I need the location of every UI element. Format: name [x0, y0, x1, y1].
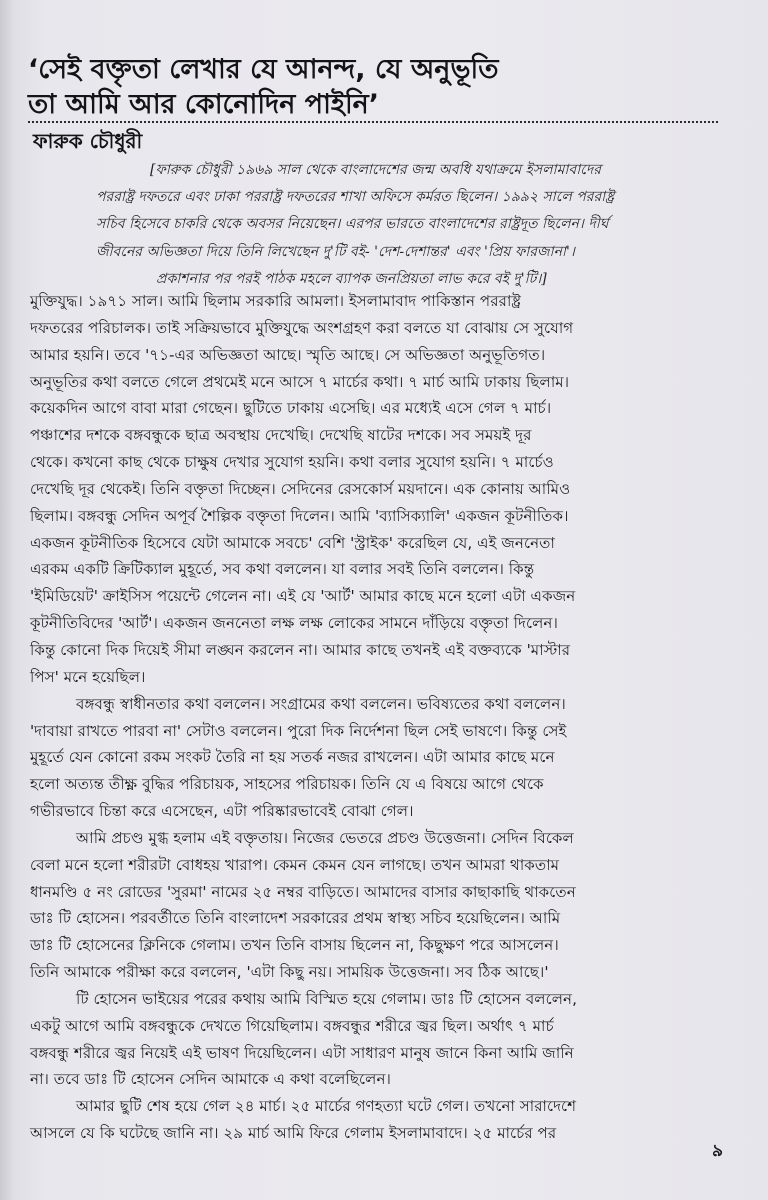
author-name: ফারুক চৌধুরী	[33, 129, 143, 153]
title-line: ‘সেই বক্তৃতা লেখার যে আনন্দ, যে অনুভূতি	[28, 54, 499, 85]
intro-line: পররাষ্ট্র দফতরে এবং ঢাকা পররাষ্ট্র দফতরের শাখা অফিসে কর্মরত ছিলেন। ১৯৯২ সালে পররাষ্ট্র	[96, 189, 615, 206]
body-line: বেলা মনে হলো শরীরটা বোধহয় খারাপ। কেমন কেমন যেন লাগছে। তখন আমরা থাকতাম	[30, 855, 560, 874]
page-number: ৯	[712, 1141, 724, 1161]
body-line: বঙ্গবন্ধু স্বাধীনতার কথা বললেন। সংগ্রামের কথা বললেন। ভবিষ্যতের কথা বললেন।	[76, 694, 566, 713]
body-line: আমার ছুটি শেষ হয়ে গেল ২৪ মার্চ। ২৫ মার্চের গণহত্যা ঘটে গেল। তখনো সারাদেশে	[76, 1097, 577, 1116]
body-line: ডাঃ টি হোসেন। পরবর্তীতে তিনি বাংলাদেশ সরকারের প্রথম স্বাস্থ্য সচিব হয়েছিলেন। আমি	[30, 909, 561, 928]
body-line: হলো অত্যন্ত তীক্ষ্ণ বুদ্ধির পরিচায়ক, সাহসের পরিচায়ক। তিনি যে এ বিষয়ে আগে থেকে	[30, 775, 544, 794]
page-gutter-shadow	[0, 0, 14, 1200]
body-line: 'ইমিডিয়েট' ক্রাইসিস পয়েন্টে গেলেন না। এই যে 'আর্ট' আমার কাছে মনে হলো এটা একজন	[30, 587, 576, 606]
body-line: দফতরের পরিচালক। তাই সক্রিয়ভাবে মুক্তিযুদ্ধে অংশগ্রহণ করা বলতে যা বোঝায় সে সুযোগ	[30, 318, 574, 337]
body-line: দেখেছি দূর থেকেই। তিনি বক্তৃতা দিচ্ছেন। সেদিনের রেসকোর্স ময়দানে। এক কোনায় আমিও	[30, 479, 571, 498]
body-line: কয়েকদিন আগে বাবা মারা গেছেন। ছুটিতে ঢাকায় এসেছি। এর মধ্যেই এসে গেল ৭ মার্চ।	[30, 399, 552, 418]
body-line: টি হোসেন ভাইয়ের পরের কথায় আমি বিস্মিত হয়ে গেলাম। ডাঃ টি হোসেন বললেন,	[76, 989, 577, 1008]
body-line: বঙ্গবন্ধু শরীরে জ্বর নিয়েই এই ভাষণ দিয়েছিলেন। এটা সাধারণ মানুষ জানে কিনা আমি জানি	[30, 1043, 574, 1062]
body-line: 'দাবায়া রাখতে পারবা না' সেটাও বললেন। পুরো দিক নির্দেশনা ছিল সেই ভাষণে। কিন্তু সেই	[30, 721, 567, 740]
body-line: একটু আগে আমি বঙ্গবন্ধুকে দেখতে গিয়েছিলাম। বঙ্গবন্ধুর শরীরে জ্বর ছিল। অর্থাৎ ৭ মার্চ	[30, 1016, 554, 1035]
title-divider	[28, 121, 718, 123]
body-line: এরকম একটি ক্রিটিক্যাল মুহূর্তে, সব কথা বললেন। যা বলার সবই তিনি বললেন। কিন্তু	[30, 560, 535, 579]
article-body	[30, 288, 730, 1147]
body-line: একজন কূটনীতিক হিসেবে যেটা আমাকে সবচে' বেশি 'স্ট্রাইক' করেছিল যে, এই জননেতা	[30, 533, 555, 552]
author-intro	[96, 157, 736, 293]
intro-line: [ফারুক চৌধুরী ১৯৬৯ সাল থেকে বাংলাদেশের জন্ম অবধি যথাক্রমে ইসলামাবাদের	[150, 162, 601, 178]
body-line: কিন্তু কোনো দিক দিয়েই সীমা লঙ্ঘন করলেন না। আমার কাছে তখনই এই বক্তব্যকে 'মাস্টার	[30, 640, 571, 659]
body-line: কূটনীতিবিদের 'আর্ট'। একজন জননেতা লক্ষ লক্ষ লোকের সামনে দাঁড়িয়ে বক্তৃতা দিলেন।	[30, 614, 558, 633]
body-line: গভীরভাবে চিন্তা করে এসেছেন, এটা পরিষ্কারভাবেই বোঝা গেল।	[30, 802, 414, 821]
article-title	[28, 52, 728, 122]
body-line: আমার হয়নি। তবে '৭১-এর অভিজ্ঞতা আছে। স্মৃতি আছে। সে অভিজ্ঞতা অনুভূতিগত।	[30, 345, 546, 364]
body-line: আসলে যে কি ঘটেছে জানি না। ২৯ মার্চ আমি ফিরে গেলাম ইসলামাবাদে। ২৫ মার্চের পর	[30, 1124, 557, 1143]
body-line: মুহূর্তে যেন কোনো রকম সংকট তৈরি না হয় সতর্ক নজর রাখলেন। এটা আমার কাছে মনে	[30, 748, 555, 767]
body-line: অনুভূতির কথা বলতে গেলে প্রথমেই মনে আসে ৭ মার্চের কথা। ৭ মার্চ আমি ঢাকায় ছিলাম।	[30, 372, 570, 391]
body-line: ডাঃ টি হোসেনের ক্লিনিকে গেলাম। তখন তিনি বাসায় ছিলেন না, কিছুক্ষণ পরে আসলেন।	[30, 936, 559, 955]
body-line: ধানমণ্ডি ৫ নং রোডের 'সুরমা' নামের ২৫ নম্বর বাড়িতে। আমাদের বাসার কাছাকাছি থাকতেন	[30, 882, 576, 901]
body-line: আমি প্রচণ্ড মুগ্ধ হলাম এই বক্তৃতায়। নিজের ভেতরে প্রচণ্ড উত্তেজনা। সেদিন বিকেল	[76, 828, 574, 847]
intro-line: প্রকাশনার পর পরই পাঠক মহলে ব্যাপক জনপ্রিয়তা লাভ করে বই দু'টি।]	[156, 270, 547, 287]
body-line: থেকে। কখনো কাছ থেকে চাক্ষুষ দেখার সুযোগ হয়নি। কথা বলার সুযোগ হয়নি। ৭ মার্চেও	[30, 453, 554, 472]
body-line: মুক্তিযুদ্ধ। ১৯৭১ সাল। আমি ছিলাম সরকারি আমলা। ইসলামাবাদ পাকিস্তান পররাষ্ট্র	[30, 292, 522, 310]
body-line: ছিলাম। বঙ্গবন্ধু সেদিন অপূর্ব শৈল্পিক বক্তৃতা দিলেন। আমি 'ব্যাসিক্যালি' একজন কূটনীতিক।	[30, 506, 569, 525]
body-line: পিস' মনে হয়েছিল।	[30, 667, 146, 686]
title-line: তা আমি আর কোনোদিন পাইনি’	[28, 89, 380, 120]
body-line: না। তবে ডাঃ টি হোসেন সেদিন আমাকে এ কথা বলেছিলেন।	[30, 1070, 391, 1089]
body-line: তিনি আমাকে পরীক্ষা করে বললেন, 'এটা কিছু নয়। সাময়িক উত্তেজনা। সব ঠিক আছে।'	[30, 963, 549, 982]
body-line: পঞ্চাশের দশকে বঙ্গবন্ধুকে ছাত্র অবস্থায় দেখেছি। দেখেছি ষাটের দশকে। সব সময়ই দূর	[30, 426, 532, 445]
intro-line: সচিব হিসেবে চাকরি থেকে অবসর নিয়েছেন। এরপর ভারতে বাংলাদেশের রাষ্ট্রদূত ছিলেন। দীর্ঘ	[96, 216, 609, 233]
intro-line: জীবনের অভিজ্ঞতা দিয়ে তিনি লিখেছেন দু'টি বই- 'দেশ-দেশান্তর' এবং 'প্রিয় ফারজানা'।	[96, 243, 575, 260]
